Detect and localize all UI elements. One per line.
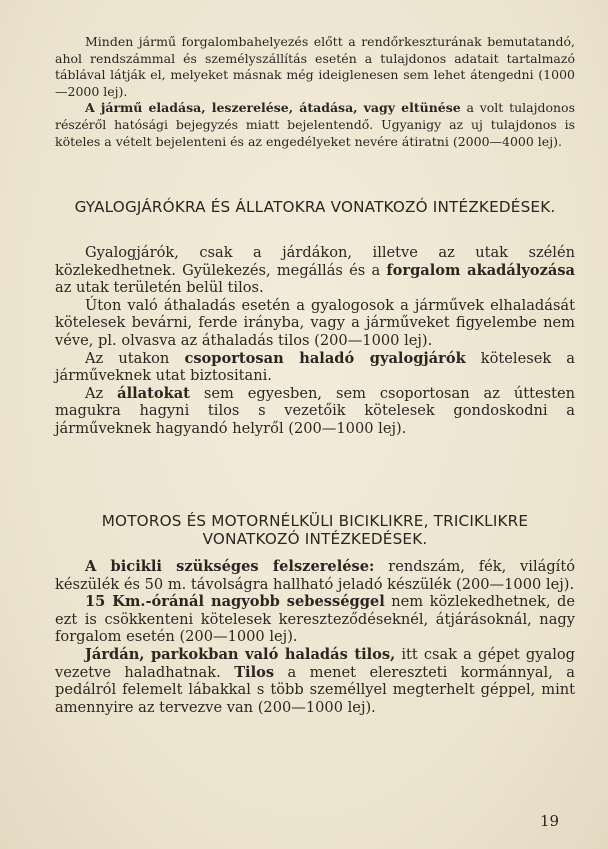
pedestrian-paragraph-1 xyxy=(55,244,575,297)
registration-paragraph: Minden jármű forgalombahelyezés előtt a rendőrkeszturának bemutatandó, ahol rendszámmal és személyszállítás esetén a tulajdonos adatait tartalmazó táblával látják el, melyeket másnak még ideiglenesen sem lehet átengedni (1000—2000 lej). xyxy=(55,34,575,99)
speed-text: nem közlekedhetnek, de ezt is csökkenteni kötelesek kereszteződéseknél, átjárásoknál, nagy forgalom esetén (200—1000 lej). xyxy=(55,593,575,646)
sale-bold-phrase: A jármű eladása, leszerelése, átadása, vagy eltünése xyxy=(85,100,461,116)
equipment-paragraph xyxy=(55,558,575,593)
page-number: 19 xyxy=(540,812,560,830)
group-bold: csoportosan haladó gyalogjárók xyxy=(184,349,466,367)
vehicle-registration-section xyxy=(55,34,575,150)
group-paragraph xyxy=(55,350,575,385)
sale-text: a volt tulajdonos részéről hatósági bejegyzés miatt bejelentendő. Ugyanigy az uj tulajdonos is köteles a vételt bejelenteni és az engedélyeket nevére átiratni (2000—4000 lej). xyxy=(55,100,575,149)
group-text-b: kötelesek a járműveknek utat biztositani. xyxy=(55,349,576,385)
prohibited-bold: Tilos xyxy=(234,663,275,681)
animals-bold: állatokat xyxy=(117,384,190,402)
equipment-bold: A bicikli szükséges felszerelése: xyxy=(85,558,375,575)
sidewalk-paragraph xyxy=(55,646,575,716)
pedestrian-section xyxy=(55,244,575,438)
crossing-paragraph: Úton való áthaladás esetén a gyalogosok a járművek elhaladását kötelesek bevárni, ferde irányba, vagy a járműveket figyelembe nem véve, pl. olvasva az áthaladás tilos (200—1000 lej). xyxy=(55,296,575,349)
speed-paragraph xyxy=(55,593,575,646)
animals-text-a: Az xyxy=(85,384,118,402)
pedestrian-text-b: az utak területén belül tilos. xyxy=(55,279,264,297)
pedestrian-heading: GYALOGJÁRÓKRA ÉS ÁLLATOKRA VONATKOZÓ INTÉZKEDÉSEK. xyxy=(74,198,556,216)
sidewalk-text-a: itt csak a gépet gyalog vezetve haladhatnak. xyxy=(55,645,575,681)
group-text-a: Az utakon xyxy=(85,349,185,367)
sidewalk-text-b: a menet elereszteti kormánnyal, a pedálról felemelt lábakkal s több személlyel megterhelt géppel, mint amennyire az tervezve van (200—1000 lej). xyxy=(55,663,575,716)
obstruction-bold: forgalom akadályozása xyxy=(386,261,575,279)
animals-text-b: sem egyesben, sem csoportosan az úttesten magukra hagyni tilos s vezetőik kötelesek gondoskodni a járműveknek hagyandó helyről (200—1000 lej). xyxy=(55,384,575,437)
bicycle-section xyxy=(55,558,575,716)
animals-paragraph xyxy=(55,385,575,438)
bicycle-heading: MOTOROS ÉS MOTORNÉLKÜLI BICIKLIKRE, TRICIKLIKRE VONATKOZÓ INTÉZKEDÉSEK. xyxy=(101,512,529,548)
sidewalk-bold: Járdán, parkokban való haladás tilos, xyxy=(85,645,396,663)
pedestrian-text-a: Gyalogjárók, csak a járdákon, illetve az utak szélén közlekedhetnek. Gyülekezés, megállás és a xyxy=(55,244,575,279)
equipment-text: rendszám, fék, világító készülék és 50 m. távolságra hallható jeladó készülék (200—1000 lej). xyxy=(55,558,575,593)
sale-paragraph xyxy=(55,100,575,150)
speed-bold: 15 Km.-óránál nagyobb sebességgel xyxy=(85,593,385,611)
